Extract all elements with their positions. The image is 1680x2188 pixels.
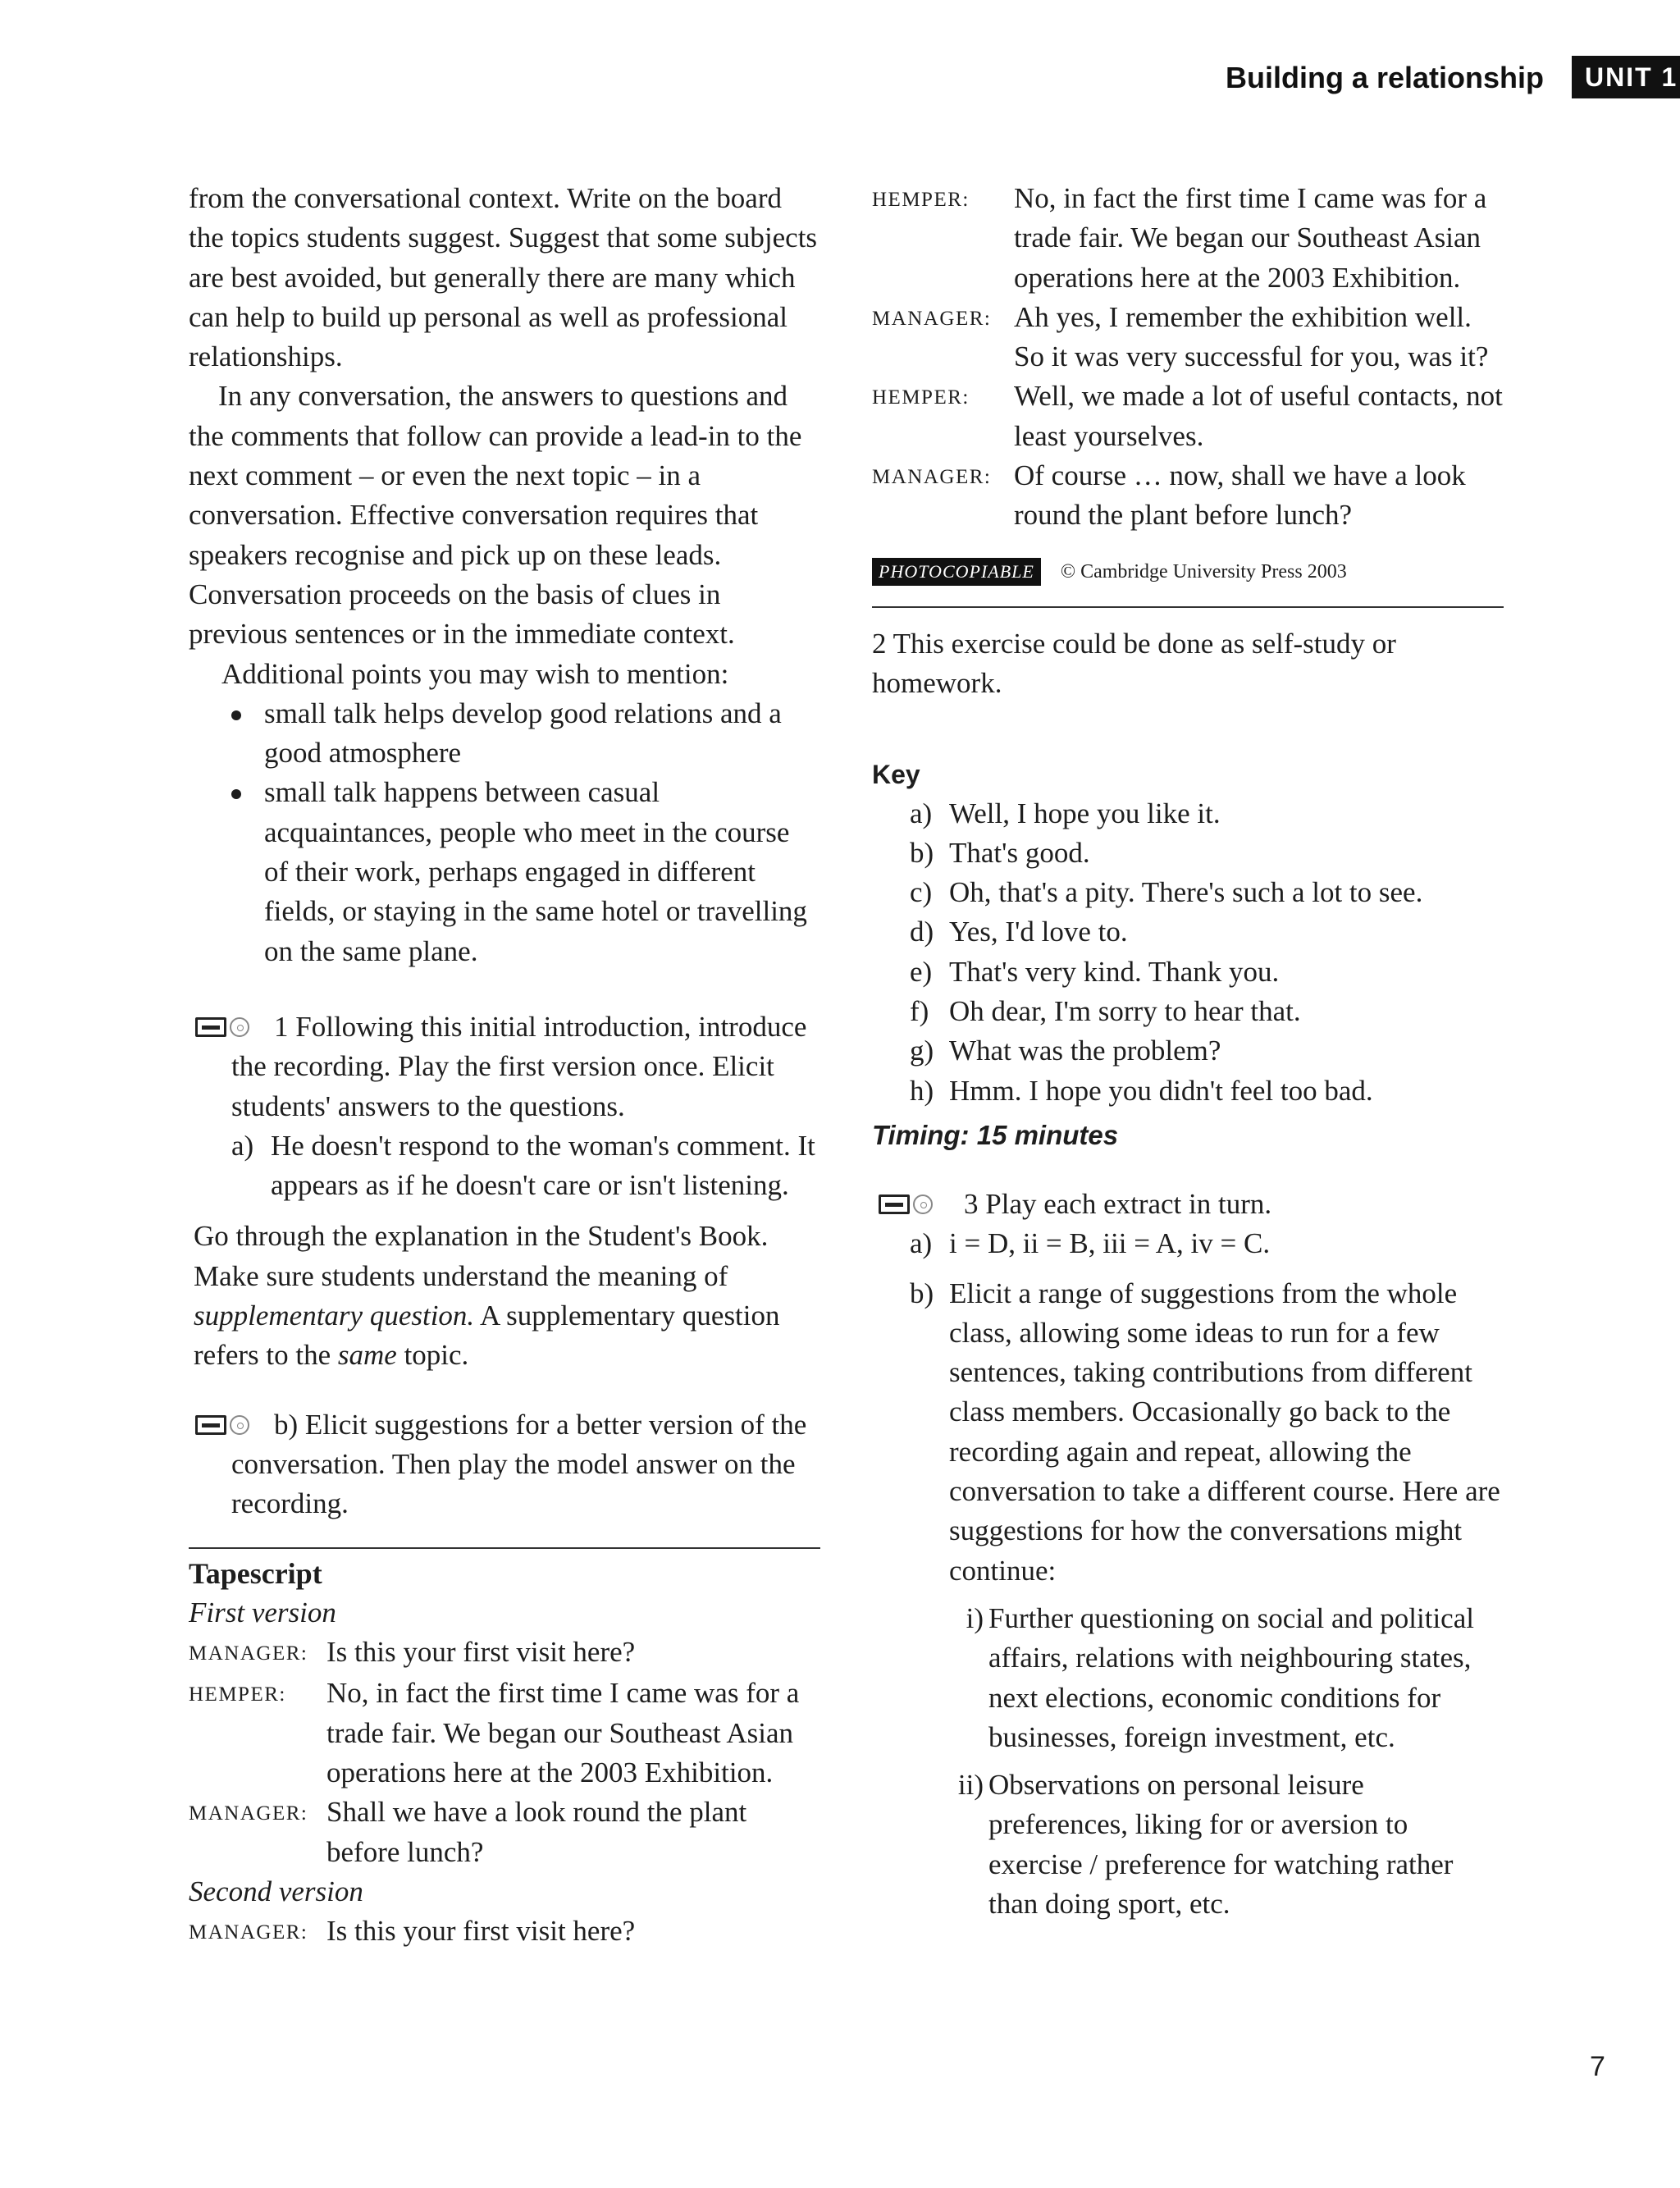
suggestion-item: ii) Observations on personal leisure preferences, liking for or aversion to exercise / preference for watching rather than doing sport, etc.: [957, 1769, 1454, 1920]
key-item: f) Oh dear, I'm sorry to hear that.: [910, 995, 1301, 1028]
running-header-title: Building a relationship: [1225, 61, 1544, 94]
first-version-label: First version: [189, 1596, 336, 1628]
cassette-icon: [195, 1415, 226, 1435]
exercise-label: b): [274, 1408, 299, 1441]
right-column: [872, 179, 1504, 1924]
speech-text: No, in fact the first time I came was for a trade fair. We began our Southeast Asian operations here at the 2003 Exhibition.: [1014, 182, 1487, 294]
bullet-item: small talk helps develop good relations and a good atmosphere: [221, 694, 820, 774]
supplementary-term: supplementary question.: [194, 1300, 475, 1332]
dialog-line: [872, 298, 1504, 377]
page-number: 7: [1590, 2051, 1605, 2082]
speech-text: Of course … now, shall we have a look round the plant before lunch?: [1014, 459, 1466, 532]
answer-label: a): [231, 1129, 254, 1162]
exercise-1-text: Following this initial introduction, introduce the recording. Play the first version once. Elicit students' answers to the questions.: [231, 1010, 807, 1122]
bullet-list: [189, 694, 820, 971]
left-column: [189, 179, 820, 1953]
additional-points-label: Additional points you may wish to mention:: [221, 657, 729, 690]
exercise-1b-text: Elicit suggestions for a better version of the conversation. Then play the model answer on the recording.: [231, 1408, 807, 1520]
cd-icon: [230, 1017, 249, 1037]
speech-text: Shall we have a look round the plant before lunch?: [326, 1796, 747, 1868]
key-item: g) What was the problem?: [910, 1035, 1221, 1067]
suggestion-item: i) Further questioning on social and political affairs, relations with neighbouring states, next elections, economic conditions for businesses, foreign investment, etc.: [966, 1601, 1474, 1753]
speaker-label: HEMPER:: [872, 386, 970, 409]
dialog-line: [189, 1793, 820, 1872]
bullet-item: small talk happens between casual acquaintances, people who meet in the course of their work, perhaps engaged in different fields, or staying in the same hotel or travelling on the same plane.: [221, 773, 820, 971]
speaker-label: MANAGER:: [189, 1642, 308, 1665]
speaker-label: MANAGER:: [189, 1921, 308, 1944]
intro-paragraph: from the conversational context. Write on the board the topics students suggest. Suggest that some subjects are best avoided, but generally there are many which can help to build up personal as well as professional relationships.: [189, 182, 818, 373]
key-item: c) Oh, that's a pity. There's such a lot to see.: [910, 876, 1423, 909]
dialog-line: [189, 1912, 820, 1953]
dialog-line: [872, 179, 1504, 298]
speaker-label: MANAGER:: [872, 307, 992, 330]
key-item: e) That's very kind. Thank you.: [910, 955, 1280, 988]
tapescript-heading: Tapescript: [189, 1556, 322, 1590]
copyright-notice: © Cambridge University Press 2003: [1060, 560, 1347, 582]
speaker-label: MANAGER:: [189, 1802, 308, 1825]
cassette-icon: [879, 1194, 910, 1214]
exercise-1: [189, 1007, 820, 1205]
speaker-label: MANAGER:: [872, 466, 992, 489]
key-item: b) That's good.: [910, 836, 1090, 869]
dialog-line: [189, 1674, 820, 1793]
key-heading: Key: [872, 759, 920, 789]
go-through-paragraph: Go through the explanation in the Student's Book. Make sure students understand the meaning of supplementary question. A supplementary question refers to the same topic.: [194, 1220, 780, 1372]
exercise-number: 3: [964, 1187, 979, 1220]
speech-text: No, in fact the first time I came was for a trade fair. We began our Southeast Asian operations here at the 2003 Exhibition.: [326, 1677, 800, 1788]
exercise-number: 1: [274, 1010, 289, 1043]
timing-label: Timing: 15 minutes: [872, 1119, 1119, 1150]
speech-text: Ah yes, I remember the exhibition well. So it was very successful for you, was it?: [1014, 300, 1489, 373]
speaker-label: HEMPER:: [189, 1683, 286, 1706]
cd-icon: [913, 1194, 933, 1214]
second-version-label: Second version: [189, 1875, 363, 1907]
key-item: d) Yes, I'd love to.: [910, 916, 1128, 948]
key-item: h) Hmm. I hope you didn't feel too bad.: [910, 1074, 1373, 1107]
exercise-3-text: Play each extract in turn.: [985, 1187, 1272, 1220]
unit-tab: UNIT 1: [1572, 56, 1680, 98]
key-item: a) Well, I hope you like it.: [910, 797, 1221, 829]
photocopiable-row: [872, 552, 1504, 592]
answer-a: [231, 1126, 820, 1206]
speech-text: Well, we made a lot of useful contacts, not least yourselves.: [1014, 380, 1503, 452]
key-list: [872, 794, 1504, 1111]
conversation-paragraph: In any conversation, the answers to questions and the comments that follow can provide a lead-in to the next comment – or even the next topic – in a conversation. Effective conversation requires that speakers recognise and pick up on these leads. Conversation proceeds on the basis of clues in previous sentences or in the immediate context.: [189, 380, 802, 651]
exercise-1b: [189, 1405, 820, 1524]
photocopiable-badge: PHOTOCOPIABLE: [872, 558, 1041, 586]
speech-text: Is this your first visit here?: [326, 1915, 636, 1948]
exercise-3: [872, 1185, 1504, 1224]
answer-a: a) i = D, ii = B, iii = A, iv = C.: [910, 1227, 1271, 1260]
answer-text: He doesn't respond to the woman's comment. It appears as if he doesn't care or isn't listening.: [271, 1129, 815, 1202]
dialog-line: [872, 456, 1504, 536]
speaker-label: HEMPER:: [872, 189, 970, 211]
dialog-line: [189, 1633, 820, 1674]
cassette-icon: [195, 1017, 226, 1037]
answer-b: b) Elicit a range of suggestions from the whole class, allowing some ideas to run for a few sentences, taking contributions from different class members. Occasionally go back to the recording again and repeat, allowing the conversation to take a different course. Here are suggestions for how the conversations might continue:: [910, 1277, 1500, 1587]
same-emphasis: same: [337, 1339, 397, 1372]
exercise-2-text: 2 This exercise could be done as self-study or homework.: [872, 627, 1396, 700]
cd-icon: [230, 1415, 249, 1435]
speech-text: Is this your first visit here?: [326, 1636, 636, 1669]
dialog-line: [872, 377, 1504, 456]
